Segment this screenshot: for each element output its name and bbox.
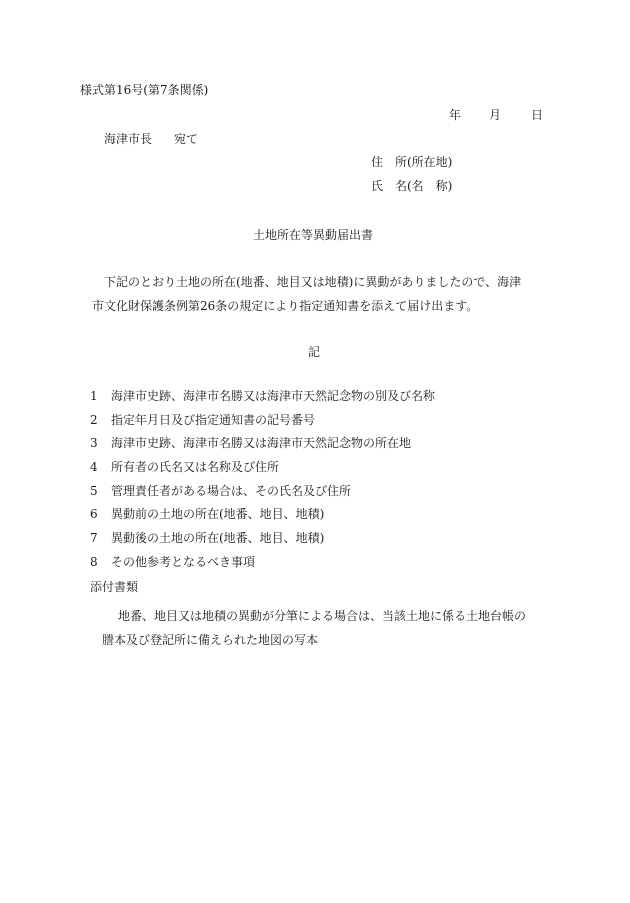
addressee bbox=[104, 133, 198, 145]
item-text: 海津市史跡、海津市名勝又は海津市天然記念物の別及び名称 bbox=[111, 389, 436, 403]
list-item bbox=[90, 437, 435, 461]
body-paragraph bbox=[80, 270, 560, 318]
item-list bbox=[90, 390, 435, 580]
body-line-1: 下記のとおり土地の所在(地番、地目又は地積)に異動がありましたので、海津 bbox=[104, 275, 522, 289]
item-text: その他参考となるべき事項 bbox=[111, 554, 256, 569]
list-item bbox=[90, 414, 435, 438]
list-item bbox=[90, 390, 435, 414]
item-number: 8 bbox=[90, 554, 98, 569]
list-item bbox=[90, 532, 435, 556]
attachments-text bbox=[80, 604, 560, 652]
document-title: 土地所在等異動届出書 bbox=[253, 228, 374, 242]
item-number: 2 bbox=[90, 412, 98, 427]
item-number: 3 bbox=[90, 436, 98, 451]
list-item bbox=[90, 461, 435, 485]
list-item bbox=[90, 556, 435, 580]
attachments-line-1: 地番、地目又は地積の異動が分筆による場合は、当該土地に係る土地台帳の bbox=[118, 609, 527, 623]
form-number: 様式第16号(第7条関係) bbox=[80, 83, 209, 97]
item-number: 5 bbox=[90, 483, 98, 498]
addressee-name: 海津市長 bbox=[104, 132, 153, 146]
applicant-address-label: 住 所(所在地) bbox=[371, 155, 453, 169]
item-text: 指定年月日及び指定通知書の記号番号 bbox=[111, 412, 316, 427]
attachments-label: 添付書類 bbox=[90, 580, 139, 594]
list-item bbox=[90, 508, 435, 532]
applicant-name-label: 氏 名(名 称) bbox=[371, 179, 453, 193]
item-number: 6 bbox=[90, 507, 98, 522]
item-number: 1 bbox=[90, 389, 98, 403]
month-label: 月 bbox=[489, 108, 502, 122]
list-item bbox=[90, 485, 435, 509]
item-text: 管理責任者がある場合は、その氏名及び住所 bbox=[111, 483, 352, 498]
date-line bbox=[449, 109, 543, 121]
body-line-2: 市文化財保護条例第26条の規定により指定通知書を添えて届け出ます。 bbox=[92, 299, 479, 313]
ki-heading: 記 bbox=[308, 345, 321, 359]
item-text: 海津市史跡、海津市名勝又は海津市天然記念物の所在地 bbox=[111, 436, 412, 451]
item-text: 異動前の土地の所在(地番、地目、地積) bbox=[111, 507, 325, 522]
year-label: 年 bbox=[449, 108, 462, 122]
attachments-line-2: 謄本及び登記所に備えられた地図の写本 bbox=[102, 633, 319, 647]
item-text: 異動後の土地の所在(地番、地目、地積) bbox=[111, 531, 325, 546]
item-number: 7 bbox=[90, 531, 98, 546]
item-number: 4 bbox=[90, 460, 98, 475]
addressee-suffix: 宛て bbox=[174, 132, 199, 146]
day-label: 日 bbox=[531, 108, 544, 122]
item-text: 所有者の氏名又は名称及び住所 bbox=[111, 460, 280, 475]
